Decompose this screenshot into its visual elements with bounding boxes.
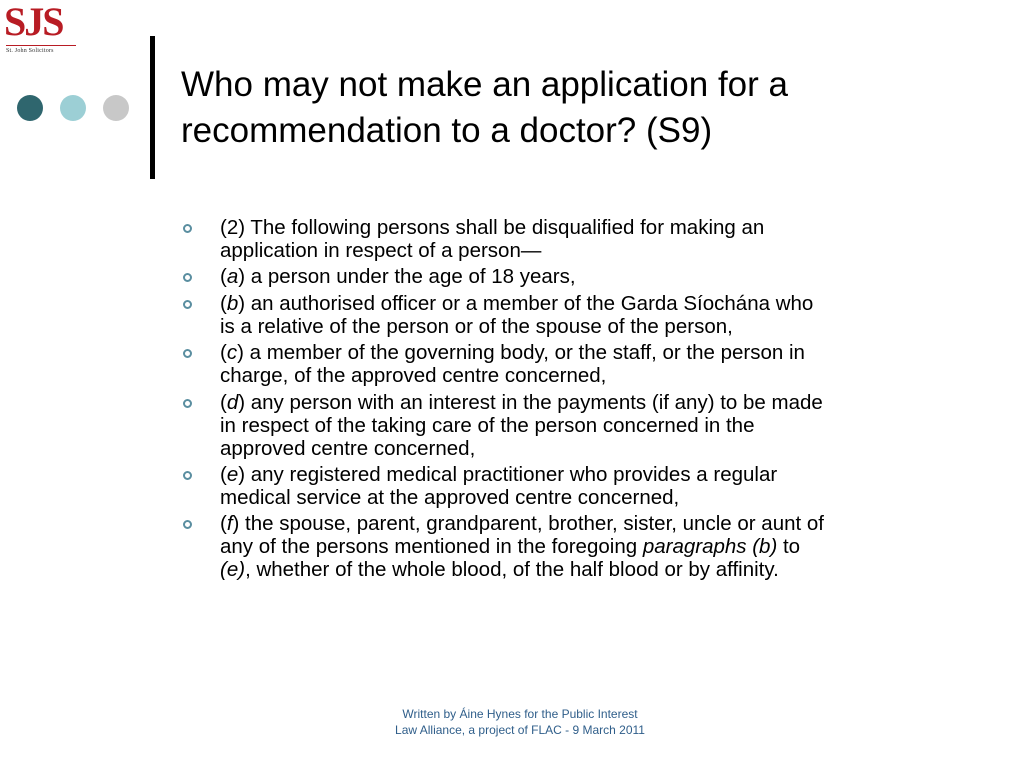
- bullet-circle-icon: [183, 471, 192, 480]
- decorative-dot-dark: [17, 95, 43, 121]
- logo-letters: SJS: [4, 0, 63, 44]
- decorative-dot-light: [60, 95, 86, 121]
- bullet-circle-icon: [183, 349, 192, 358]
- clause-text: ) any registered medical practitioner who provides a regular: [238, 462, 778, 486]
- bullet-circle-icon: [183, 224, 192, 233]
- paren-open: (: [220, 462, 227, 486]
- title-line-2: recommendation to a doctor? (S9): [181, 111, 713, 150]
- title-line-1: Who may not make an application for a: [181, 65, 788, 104]
- paren-open: (: [220, 265, 227, 289]
- paren-open: (: [220, 512, 227, 536]
- bullet-list: [183, 216, 953, 585]
- clause-text: any of the persons mentioned in the foregoing: [220, 535, 643, 559]
- bullet-circle-icon: [183, 300, 192, 309]
- clause-letter: c: [226, 341, 238, 365]
- bullet-item-intro: [183, 216, 953, 262]
- bullet-item-c: [183, 341, 953, 387]
- logo-subtitle: St. John Solicitors: [6, 48, 54, 54]
- bullet-item-f: [183, 512, 953, 581]
- bullet-line: approved centre concerned,: [220, 436, 476, 460]
- clause-text: ) a member of the governing body, or the staff, or the person in: [237, 341, 805, 365]
- bullet-line: (2) The following persons shall be disqualified for making an: [220, 216, 765, 239]
- bullet-item-a: [183, 265, 953, 288]
- bullet-line: [220, 535, 953, 558]
- clause-text: to: [777, 535, 801, 559]
- clause-text: ) the spouse, parent, grandparent, brother, sister, uncle or aunt of: [232, 512, 824, 536]
- clause-text: , whether of the whole blood, of the half blood or by affinity.: [245, 558, 779, 582]
- bullet-line: in respect of the taking care of the person concerned in the: [220, 413, 755, 437]
- paragraph-reference: paragraphs (b): [642, 535, 778, 559]
- clause-letter: d: [226, 390, 239, 414]
- bullet-line: charge, of the approved centre concerned,: [220, 364, 607, 388]
- clause-letter: b: [226, 291, 239, 315]
- bullet-item-b: [183, 292, 953, 338]
- bullet-line: [220, 558, 953, 581]
- bullet-line: medical service at the approved centre concerned,: [220, 485, 680, 509]
- bullet-line: [220, 463, 953, 486]
- bullet-circle-icon: [183, 520, 192, 529]
- slide-title: [181, 62, 981, 154]
- bullet-line: [220, 391, 953, 414]
- paren-open: (: [220, 341, 227, 365]
- clause-text: ) any person with an interest in the payments (if any) to be made: [238, 390, 823, 414]
- bullet-line: application in respect of a person—: [220, 239, 542, 262]
- paragraph-reference: (e): [220, 558, 246, 582]
- bullet-item-d: [183, 391, 953, 460]
- title-divider-bar: [150, 36, 155, 179]
- clause-letter: a: [226, 265, 239, 289]
- bullet-line: is a relative of the person or of the spouse of the person,: [220, 314, 733, 338]
- bullet-circle-icon: [183, 399, 192, 408]
- clause-letter: f: [226, 512, 233, 536]
- decorative-dot-grey: [103, 95, 129, 121]
- clause-text: ) a person under the age of 18 years,: [238, 265, 576, 289]
- footer-line-1: Written by Áine Hynes for the Public Interest: [402, 707, 638, 721]
- paren-open: (: [220, 291, 227, 315]
- clause-text: ) an authorised officer or a member of the Garda Síochána who: [238, 291, 814, 315]
- logo-rule: [6, 45, 76, 46]
- bullet-line: [220, 265, 953, 288]
- sjs-logo: [4, 2, 78, 60]
- paren-open: (: [220, 390, 227, 414]
- footer-line-2: Law Alliance, a project of FLAC - 9 March 2011: [395, 723, 645, 737]
- bullet-item-e: [183, 463, 953, 509]
- bullet-circle-icon: [183, 273, 192, 282]
- slide-footer: [330, 706, 710, 738]
- bullet-line: [220, 341, 953, 364]
- bullet-line: [220, 292, 953, 315]
- clause-letter: e: [226, 462, 239, 486]
- bullet-line: [220, 512, 953, 535]
